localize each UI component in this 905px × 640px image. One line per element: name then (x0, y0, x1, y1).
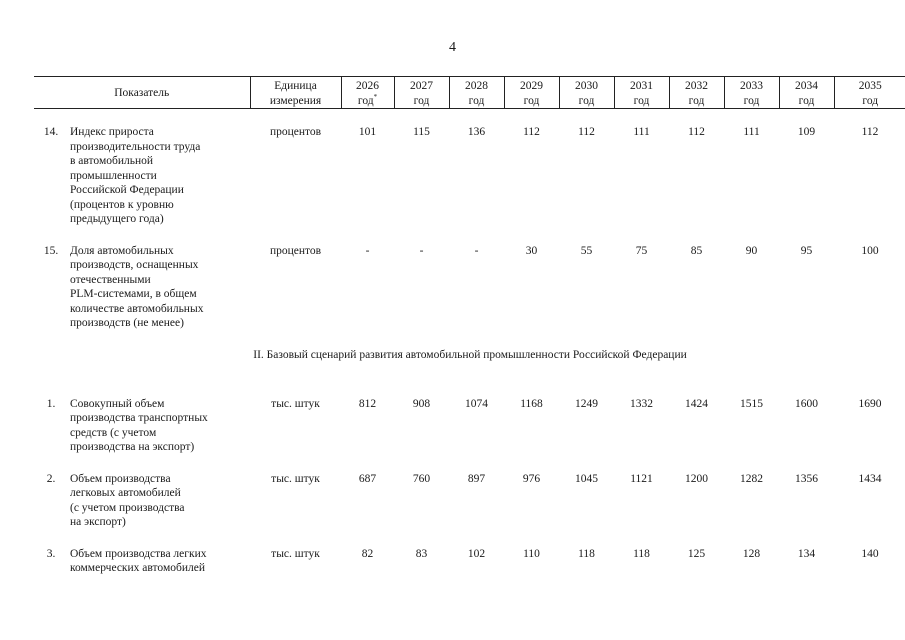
header-year-suffix-text: год (523, 94, 540, 107)
header-year-number: 2029 (520, 80, 544, 92)
header-year (779, 77, 834, 109)
value-cell: 140 (861, 547, 879, 560)
header-year-suffix-text: год (862, 94, 879, 107)
value-cell: 812 (358, 397, 377, 410)
value-cell: 128 (742, 547, 761, 560)
header-year (341, 77, 394, 109)
value-cell: 115 (413, 126, 430, 138)
indicator-name-line: производств, оснащенных (70, 259, 199, 271)
value-cell: 83 (415, 547, 428, 560)
value-cell: 111 (633, 126, 650, 138)
table-row (34, 547, 905, 576)
indicator-name-line: коммерческих автомобилей (70, 562, 205, 574)
indicator-name-line: производств (не менее) (70, 317, 184, 329)
indicator-name-line: в автомобильной (70, 155, 154, 167)
value-cell: 897 (467, 472, 486, 485)
value-cell: 1332 (630, 397, 654, 410)
header-year-suffix (505, 94, 559, 109)
header-year-suffix-text: год (798, 94, 815, 107)
indicator-name (68, 244, 250, 331)
header-unit (250, 77, 341, 109)
value-cell: 82 (361, 547, 374, 560)
value-cell: 136 (467, 126, 486, 138)
header-year-number: 2028 (465, 80, 489, 92)
header-year (669, 77, 724, 109)
indicator-name-line: Объем производства легких (70, 547, 207, 560)
value-cell: - (365, 244, 370, 257)
value-cell: 687 (358, 472, 377, 485)
indicator-name-line: производства транспортных (70, 412, 208, 424)
row-number: 1. (46, 397, 56, 410)
value-cell: 110 (523, 547, 540, 560)
header-year-suffix-text: год (413, 94, 430, 107)
value-cell: 134 (797, 547, 816, 560)
header-year-suffix-text: год (357, 94, 374, 107)
header-indicator: Показатель (34, 77, 250, 109)
header-year-suffix (450, 94, 504, 109)
indicator-name-line: производительности труда (70, 140, 201, 153)
table-row (34, 244, 905, 331)
header-year-suffix (395, 94, 449, 109)
value-cell: 1121 (630, 472, 653, 485)
value-cell: - (474, 244, 479, 257)
value-cell: 112 (688, 126, 705, 138)
table-body-part2 (34, 381, 905, 576)
value-cell: 85 (690, 244, 703, 257)
header-unit-line: Единица (274, 80, 317, 92)
unit-cell: тыс. штук (271, 472, 320, 485)
value-cell: 1515 (740, 397, 764, 410)
section-title: II. Базовый сценарий развития автомобильной промышленности Российской Федерации (253, 348, 687, 361)
header-year (834, 77, 905, 109)
header-year-number: 2027 (410, 80, 434, 92)
indicator-name-line: промышленности (70, 169, 157, 182)
header-year-suffix (725, 94, 779, 109)
header-year-suffix (560, 94, 614, 109)
value-cell: 1045 (575, 472, 599, 485)
unit-cell: тыс. штук (271, 397, 320, 410)
header-year-suffix-text: год (633, 94, 650, 107)
value-cell: 112 (523, 126, 540, 138)
indicator-name-line: PLM-системами, в общем (70, 288, 197, 300)
indicator-name (68, 472, 250, 530)
value-cell: 1168 (520, 397, 543, 410)
indicator-name-line: на экспорт) (70, 516, 126, 528)
header-year-suffix (615, 94, 669, 109)
table-row (34, 125, 905, 227)
header-year (394, 77, 449, 109)
indicator-name-line: легковых автомобилей (70, 487, 181, 499)
indicator-name-line: отечественными (70, 273, 151, 286)
indicator-name-line: Индекс прироста (70, 126, 154, 138)
table-row (34, 472, 905, 530)
value-cell: 1282 (740, 472, 764, 485)
value-cell: 112 (861, 126, 879, 138)
value-cell: 760 (412, 472, 431, 485)
value-cell: 109 (797, 126, 816, 138)
header-year-number: 2026 (356, 80, 380, 92)
header-year-suffix (342, 94, 394, 109)
page-number: 4 (449, 40, 456, 55)
header-year-number: 2032 (685, 80, 709, 92)
indicator-name-line: (с учетом производства (70, 501, 185, 514)
unit-cell: тыс. штук (271, 547, 320, 560)
value-cell: 1356 (795, 472, 819, 485)
header-unit-line: измерения (269, 94, 322, 107)
value-cell: 101 (358, 126, 377, 138)
value-cell: 976 (522, 472, 541, 485)
indicator-name-line: Доля автомобильных (70, 244, 174, 257)
value-cell: 1424 (685, 397, 709, 410)
indicators-table (34, 76, 905, 576)
indicator-name (68, 397, 250, 455)
value-cell: 1690 (858, 397, 882, 410)
row-number: 15. (43, 244, 59, 257)
indicator-name (68, 125, 250, 227)
indicator-name-line: производства на экспорт) (70, 441, 195, 453)
value-cell: 125 (687, 547, 706, 560)
header-year-number: 2030 (575, 80, 599, 92)
header-year-suffix-text: год (743, 94, 760, 107)
indicator-name-line: Объем производства (70, 472, 171, 485)
indicator-name (68, 547, 250, 576)
value-cell: 118 (578, 547, 595, 560)
indicator-name-line: Совокупный объем (70, 397, 165, 410)
header-year-number: 2034 (795, 80, 819, 92)
header-year (614, 77, 669, 109)
indicator-name-line: средств (с учетом (70, 426, 157, 439)
header-year (559, 77, 614, 109)
value-cell: 118 (633, 547, 650, 560)
indicator-name-line: предыдущего года) (70, 213, 164, 225)
value-cell: 30 (525, 244, 538, 257)
header-year (449, 77, 504, 109)
table-header (34, 77, 905, 109)
value-cell: 112 (578, 126, 595, 138)
indicator-name-line: (процентов к уровню (70, 198, 174, 211)
header-year (724, 77, 779, 109)
value-cell: - (419, 244, 424, 257)
value-cell: 90 (745, 244, 758, 257)
indicator-name-line: количестве автомобильных (70, 302, 204, 315)
table-row (34, 397, 905, 455)
header-year-number: 2031 (630, 80, 654, 92)
value-cell: 1600 (795, 397, 819, 410)
row-number: 14. (43, 126, 59, 138)
row-number: 2. (46, 472, 56, 485)
value-cell: 102 (467, 547, 486, 560)
header-year-suffix (780, 94, 834, 109)
header-year-suffix (670, 94, 724, 109)
value-cell: 100 (861, 244, 879, 257)
header-year (504, 77, 559, 109)
value-cell: 55 (580, 244, 593, 257)
value-cell: 1200 (685, 472, 709, 485)
value-cell: 908 (412, 397, 431, 410)
header-year-suffix-text: год (468, 94, 485, 107)
header-year-suffix-text: год (578, 94, 595, 107)
value-cell: 111 (743, 126, 760, 138)
header-year-suffix-text: год (688, 94, 705, 107)
unit-cell: процентов (269, 244, 322, 257)
value-cell: 75 (635, 244, 648, 257)
header-row (34, 77, 905, 109)
header-year-number: 2035 (858, 80, 882, 92)
unit-cell: процентов (269, 126, 322, 138)
value-cell: 1434 (858, 472, 882, 485)
header-year-number: 2033 (740, 80, 764, 92)
value-cell: 95 (800, 244, 813, 257)
value-cell: 1074 (465, 397, 489, 410)
section-heading-body (34, 331, 905, 381)
row-number: 3. (46, 547, 56, 560)
table-body-part1 (34, 109, 905, 331)
indicator-name-line: Российской Федерации (70, 184, 184, 196)
footnote-mark: * (373, 92, 378, 101)
header-year-suffix (835, 94, 905, 109)
value-cell: 1249 (575, 397, 599, 410)
